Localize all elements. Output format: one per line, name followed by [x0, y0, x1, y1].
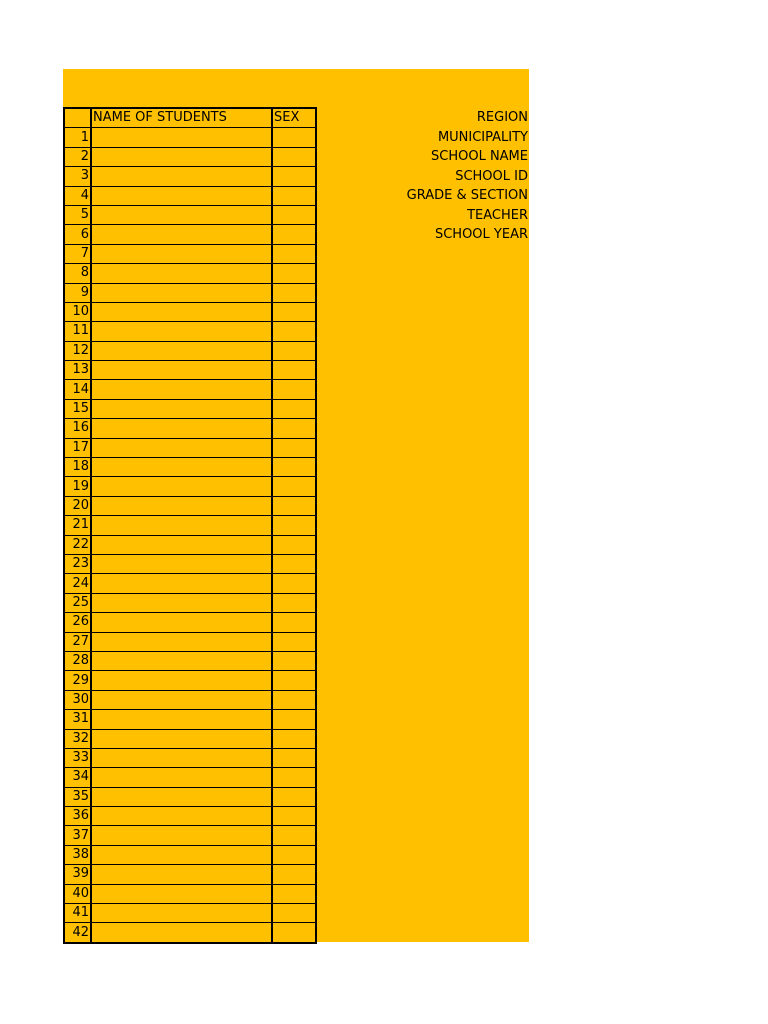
row-number: 19 [64, 477, 91, 496]
student-name-cell[interactable] [91, 748, 272, 767]
student-name-cell[interactable] [91, 283, 272, 302]
table-row [64, 535, 316, 554]
row-number: 36 [64, 807, 91, 826]
table-row [64, 768, 316, 787]
student-name-cell[interactable] [91, 807, 272, 826]
info-label: MUNICIPALITY [437, 129, 528, 145]
student-sex-cell[interactable] [272, 438, 316, 457]
table-row [64, 302, 316, 321]
school-info-labels [407, 108, 528, 245]
student-name-cell[interactable] [91, 322, 272, 341]
table-row [64, 690, 316, 709]
row-number: 41 [64, 904, 91, 923]
table-row [64, 128, 316, 147]
table-row [64, 632, 316, 651]
table-row [64, 399, 316, 418]
student-name-cell[interactable] [91, 516, 272, 535]
student-sex-cell[interactable] [272, 671, 316, 690]
row-number: 15 [64, 399, 91, 418]
table-row [64, 729, 316, 748]
student-name-cell[interactable] [91, 613, 272, 632]
table-row [64, 787, 316, 806]
student-name-cell[interactable] [91, 244, 272, 263]
row-number: 4 [64, 186, 91, 205]
student-sex-cell[interactable] [272, 593, 316, 612]
table-row [64, 845, 316, 864]
row-number: 9 [64, 283, 91, 302]
student-name-cell[interactable] [91, 496, 272, 515]
student-name-cell[interactable] [91, 593, 272, 612]
row-number: 28 [64, 651, 91, 670]
table-row [64, 807, 316, 826]
form-sheet [63, 69, 529, 942]
table-row [64, 613, 316, 632]
row-number: 22 [64, 535, 91, 554]
student-sex-cell[interactable] [272, 884, 316, 903]
row-number: 1 [64, 128, 91, 147]
table-row [64, 574, 316, 593]
student-name-cell[interactable] [91, 923, 272, 943]
student-sex-cell[interactable] [272, 458, 316, 477]
table-row [64, 651, 316, 670]
student-name-cell[interactable] [91, 865, 272, 884]
header-number-cell [64, 108, 91, 128]
student-sex-cell[interactable] [272, 574, 316, 593]
student-name-cell[interactable] [91, 380, 272, 399]
table-row [64, 341, 316, 360]
row-number: 17 [64, 438, 91, 457]
student-sex-cell[interactable] [272, 147, 316, 166]
student-name-cell[interactable] [91, 884, 272, 903]
table-row [64, 322, 316, 341]
info-label: SCHOOL NAME [431, 149, 528, 164]
row-number: 42 [64, 923, 91, 943]
student-sex-cell[interactable] [272, 923, 316, 943]
student-sex-cell[interactable] [272, 244, 316, 263]
student-sex-cell[interactable] [272, 302, 316, 321]
header-sex[interactable]: SEX [272, 108, 316, 128]
table-row [64, 244, 316, 263]
student-sex-cell[interactable] [272, 167, 316, 186]
student-name-cell[interactable] [91, 128, 272, 147]
row-number: 16 [64, 419, 91, 438]
table-row [64, 865, 316, 884]
student-sex-cell[interactable] [272, 361, 316, 380]
row-number: 6 [64, 225, 91, 244]
student-sex-cell[interactable] [272, 380, 316, 399]
student-sex-cell[interactable] [272, 225, 316, 244]
student-sex-cell[interactable] [272, 651, 316, 670]
table-header-row [64, 108, 316, 128]
student-name-cell[interactable] [91, 671, 272, 690]
student-name-cell[interactable] [91, 167, 272, 186]
row-number: 25 [64, 593, 91, 612]
student-sex-cell[interactable] [272, 554, 316, 573]
student-sex-cell[interactable] [272, 787, 316, 806]
student-sex-cell[interactable] [272, 477, 316, 496]
row-number: 32 [64, 729, 91, 748]
row-number: 35 [64, 787, 91, 806]
table-row [64, 147, 316, 166]
header-name-of-students[interactable]: NAME OF STUDENTS [91, 108, 272, 128]
row-number: 20 [64, 496, 91, 515]
info-label: SCHOOL YEAR [434, 227, 528, 242]
student-sex-cell[interactable] [272, 341, 316, 360]
table-row [64, 419, 316, 438]
student-sex-cell[interactable] [272, 748, 316, 767]
student-sex-cell[interactable] [272, 904, 316, 923]
student-sex-cell[interactable] [272, 399, 316, 418]
row-number: 34 [64, 768, 91, 787]
table-row [64, 205, 316, 224]
table-row [64, 186, 316, 205]
student-name-cell[interactable] [91, 341, 272, 360]
table-row [64, 554, 316, 573]
student-name-cell[interactable] [91, 574, 272, 593]
row-number: 21 [64, 516, 91, 535]
row-number: 10 [64, 302, 91, 321]
table-row [64, 593, 316, 612]
student-sex-cell[interactable] [272, 826, 316, 845]
student-name-cell[interactable] [91, 845, 272, 864]
student-name-cell[interactable] [91, 399, 272, 418]
row-number: 12 [64, 341, 91, 360]
student-name-cell[interactable] [91, 632, 272, 651]
table-row [64, 380, 316, 399]
row-number: 30 [64, 690, 91, 709]
student-sex-cell[interactable] [272, 632, 316, 651]
student-name-cell[interactable] [91, 535, 272, 554]
row-number: 33 [64, 748, 91, 767]
row-number: 7 [64, 244, 91, 263]
student-name-cell[interactable] [91, 690, 272, 709]
student-name-cell[interactable] [91, 554, 272, 573]
table-row [64, 923, 316, 943]
student-name-cell[interactable] [91, 361, 272, 380]
row-number: 3 [64, 167, 91, 186]
row-number: 14 [64, 380, 91, 399]
student-sex-cell[interactable] [272, 845, 316, 864]
student-sex-cell[interactable] [272, 729, 316, 748]
table-row [64, 671, 316, 690]
table-row [64, 710, 316, 729]
row-number: 23 [64, 554, 91, 573]
row-number: 8 [64, 264, 91, 283]
row-number: 31 [64, 710, 91, 729]
student-sex-cell[interactable] [272, 496, 316, 515]
table-row [64, 283, 316, 302]
table-row [64, 477, 316, 496]
student-name-cell[interactable] [91, 205, 272, 224]
student-name-cell[interactable] [91, 477, 272, 496]
table-row [64, 496, 316, 515]
row-number: 40 [64, 884, 91, 903]
table-row [64, 748, 316, 767]
row-number: 26 [64, 613, 91, 632]
row-number: 2 [64, 147, 91, 166]
student-sex-cell[interactable] [272, 516, 316, 535]
table-row [64, 904, 316, 923]
row-number: 18 [64, 458, 91, 477]
table-row [64, 167, 316, 186]
student-name-cell[interactable] [91, 787, 272, 806]
student-sex-cell[interactable] [272, 128, 316, 147]
row-number: 37 [64, 826, 91, 845]
student-sex-cell[interactable] [272, 807, 316, 826]
info-label: TEACHER [467, 207, 528, 223]
row-number: 38 [64, 845, 91, 864]
row-number: 27 [64, 632, 91, 651]
student-sex-cell[interactable] [272, 865, 316, 884]
student-name-cell[interactable] [91, 904, 272, 923]
table-row [64, 826, 316, 845]
info-label: SCHOOL ID [455, 168, 528, 184]
student-name-cell[interactable] [91, 768, 272, 787]
table-row [64, 438, 316, 457]
row-number: 11 [64, 322, 91, 341]
table-row [64, 458, 316, 477]
info-label: REGION [476, 110, 528, 125]
student-name-cell[interactable] [91, 651, 272, 670]
student-sex-cell[interactable] [272, 690, 316, 709]
info-label: GRADE & SECTION [406, 188, 528, 203]
table-row [64, 225, 316, 244]
student-name-cell[interactable] [91, 186, 272, 205]
student-table [63, 107, 317, 944]
student-sex-cell[interactable] [272, 205, 316, 224]
student-sex-cell[interactable] [272, 613, 316, 632]
student-name-cell[interactable] [91, 147, 272, 166]
row-number: 13 [64, 361, 91, 380]
row-number: 39 [64, 865, 91, 884]
student-sex-cell[interactable] [272, 186, 316, 205]
student-sex-cell[interactable] [272, 768, 316, 787]
table-row [64, 264, 316, 283]
student-sex-cell[interactable] [272, 419, 316, 438]
row-number: 5 [64, 205, 91, 224]
student-name-cell[interactable] [91, 438, 272, 457]
table-row [64, 516, 316, 535]
row-number: 29 [64, 671, 91, 690]
student-sex-cell[interactable] [272, 264, 316, 283]
student-name-cell[interactable] [91, 419, 272, 438]
student-name-cell[interactable] [91, 302, 272, 321]
table-row [64, 884, 316, 903]
student-sex-cell[interactable] [272, 283, 316, 302]
student-name-cell[interactable] [91, 710, 272, 729]
student-name-cell[interactable] [91, 225, 272, 244]
student-name-cell[interactable] [91, 729, 272, 748]
student-name-cell[interactable] [91, 264, 272, 283]
student-sex-cell[interactable] [272, 535, 316, 554]
student-sex-cell[interactable] [272, 710, 316, 729]
student-name-cell[interactable] [91, 458, 272, 477]
table-row [64, 361, 316, 380]
student-name-cell[interactable] [91, 826, 272, 845]
row-number: 24 [64, 574, 91, 593]
student-sex-cell[interactable] [272, 322, 316, 341]
